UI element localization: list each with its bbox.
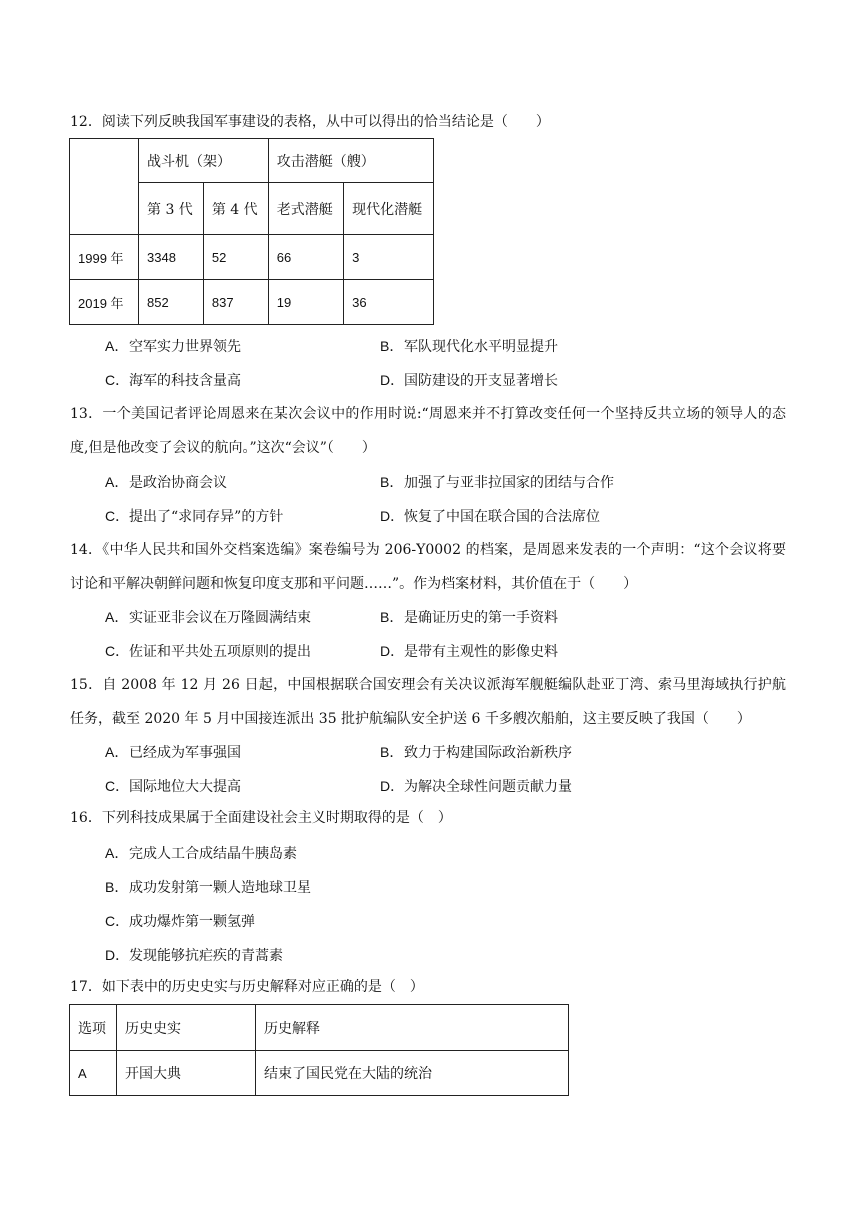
q15-stem: 15．自 2008 年 12 月 26 日起，中国根据联合国安理会有关决议派海军舰艇编队赴亚丁湾、索马里海域执行护航任务，截至 2020 年 5 月中国接连派出 35 批护航编队安全护送 6 千多艘次船舶，这主要反映了我国（ ） — [70, 677, 786, 727]
q12-value-cell: 3 — [344, 235, 434, 280]
q17-cell-option: A — [70, 1051, 117, 1096]
q12-subheader: 现代化潜艇 — [344, 183, 434, 235]
q12-option-b[interactable]: B．军队现代化水平明显提升 — [380, 338, 558, 355]
q14-stem: 14．《中华人民共和国外交档案选编》案卷编号为 206-Y0002 的档案，是周恩来发表的一个声明：“这个会议将要讨论和平解决朝鲜问题和恢复印度支那和平问题……”。作为档案材料，其价值在于（ ） — [70, 542, 786, 592]
q12-option-c[interactable]: C．海军的科技含量高 — [105, 372, 241, 389]
table-header-row — [70, 1005, 569, 1051]
q12-subheader: 第 3 代 — [139, 183, 204, 235]
q17-stem: 17．如下表中的历史史实与历史解释对应正确的是（ ） — [70, 979, 424, 995]
q14-option-a[interactable]: A．实证亚非会议在万隆圆满结束 — [105, 609, 311, 626]
q16-option-b[interactable]: B．成功发射第一颗人造地球卫星 — [105, 879, 311, 896]
q17-history-table — [69, 1004, 569, 1096]
q15-option-c[interactable]: C．国际地位大大提高 — [105, 778, 241, 795]
q12-option-d[interactable]: D．国防建设的开支显著增长 — [380, 372, 558, 389]
q12-header-submarines: 攻击潜艇（艘） — [268, 139, 433, 183]
q12-stem: 12．阅读下列反映我国军事建设的表格，从中可以得出的恰当结论是（ ） — [70, 114, 550, 130]
q12-value-cell: 66 — [268, 235, 343, 280]
q12-option-a[interactable]: A．空军实力世界领先 — [105, 338, 241, 355]
q17-header-option: 选项 — [70, 1005, 117, 1051]
q12-value-cell: 852 — [139, 280, 204, 325]
q17-cell-fact: 开国大典 — [117, 1051, 256, 1096]
q14-option-c[interactable]: C．佐证和平共处五项原则的提出 — [105, 643, 311, 660]
q16-option-d[interactable]: D．发现能够抗疟疾的青蒿素 — [105, 947, 283, 964]
q12-value-cell: 837 — [203, 280, 268, 325]
q12-subheader: 第 4 代 — [203, 183, 268, 235]
q12-value-cell: 19 — [268, 280, 343, 325]
q17-header-interpretation: 历史解释 — [256, 1005, 569, 1051]
q13-option-a[interactable]: A．是政治协商会议 — [105, 474, 227, 491]
q16-stem: 16．下列科技成果属于全面建设社会主义时期取得的是（ ） — [70, 810, 452, 826]
q12-value-cell: 52 — [203, 235, 268, 280]
table-row — [70, 280, 434, 325]
q15-option-d[interactable]: D．为解决全球性问题贡献力量 — [380, 778, 572, 795]
q12-header-fighters: 战斗机（架） — [139, 139, 269, 183]
q16-option-a[interactable]: A．完成人工合成结晶牛胰岛素 — [105, 845, 297, 862]
q16-option-c[interactable]: C．成功爆炸第一颗氢弹 — [105, 913, 255, 930]
q14-option-b[interactable]: B．是确证历史的第一手资料 — [380, 609, 558, 626]
q12-subheader: 老式潜艇 — [268, 183, 343, 235]
q12-military-table — [69, 138, 434, 325]
q14-option-d[interactable]: D．是带有主观性的影像史料 — [380, 643, 558, 660]
q13-option-b[interactable]: B．加强了与亚非拉国家的团结与合作 — [380, 474, 614, 491]
q13-option-d[interactable]: D．恢复了中国在联合国的合法席位 — [380, 508, 600, 525]
q12-value-cell: 3348 — [139, 235, 204, 280]
q13-stem: 13．一个美国记者评论周恩来在某次会议中的作用时说:“周恩来并不打算改变任何一个坚持反共立场的领导人的态度,但是他改变了会议的航向。”这次“会议”（ ） — [70, 406, 786, 456]
q13-option-c[interactable]: C．提出了“求同存异”的方针 — [105, 508, 284, 525]
q15-option-a[interactable]: A．已经成为军事强国 — [105, 744, 241, 761]
q12-value-cell: 36 — [344, 280, 434, 325]
q12-table-corner — [70, 139, 139, 235]
q12-year-cell: 1999 年 — [70, 235, 139, 280]
table-row — [70, 235, 434, 280]
q17-header-fact: 历史史实 — [117, 1005, 256, 1051]
q15-option-b[interactable]: B．致力于构建国际政治新秩序 — [380, 744, 572, 761]
q17-cell-interpretation: 结束了国民党在大陆的统治 — [256, 1051, 569, 1096]
q12-year-cell: 2019 年 — [70, 280, 139, 325]
table-row — [70, 1051, 569, 1096]
